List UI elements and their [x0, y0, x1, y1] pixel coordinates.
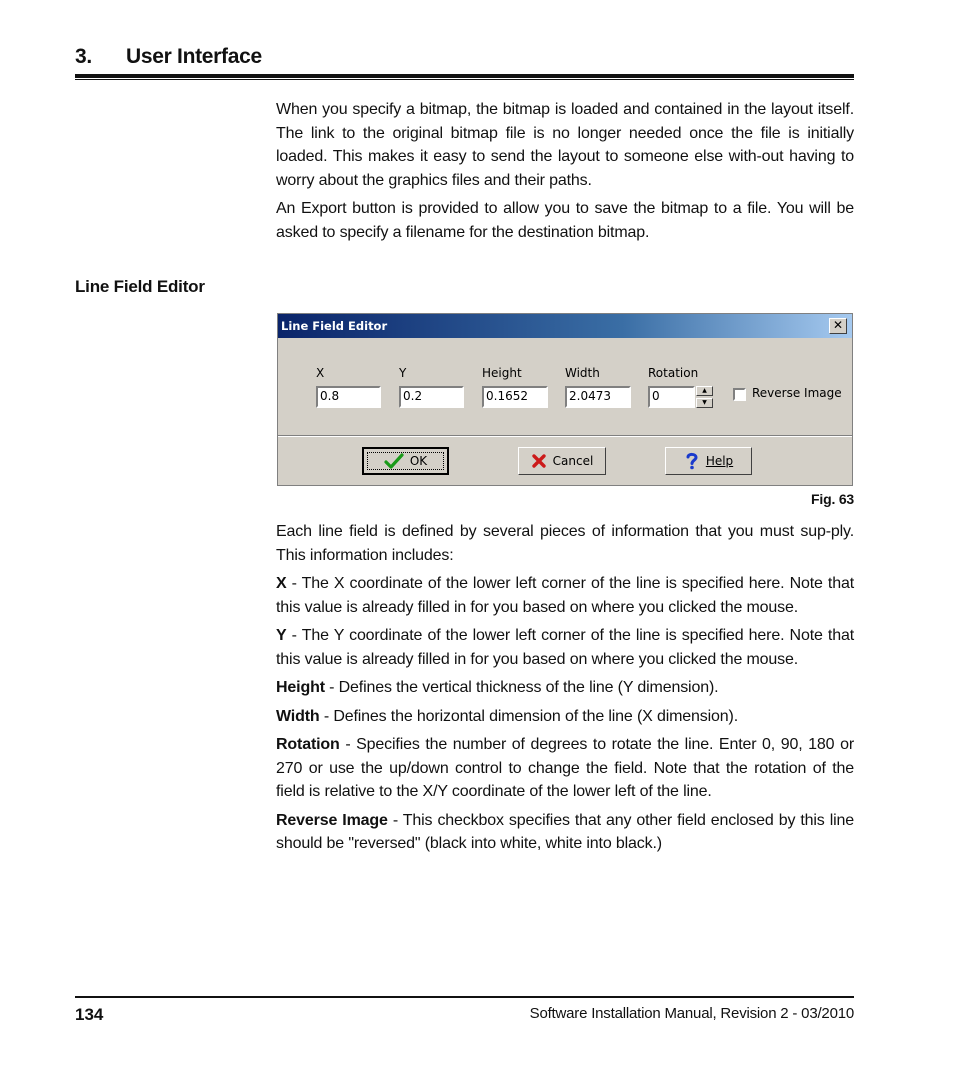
- question-mark-icon: [684, 452, 700, 470]
- close-icon[interactable]: ✕: [829, 318, 847, 334]
- definition-x: [276, 572, 854, 619]
- term: Reverse Image: [276, 811, 388, 829]
- figure-caption: Fig. 63: [811, 491, 854, 507]
- definition-y: [276, 624, 854, 671]
- section-title: User Interface: [126, 45, 262, 68]
- rotation-label: Rotation: [648, 366, 699, 380]
- spin-down-icon[interactable]: ▼: [696, 398, 713, 408]
- height-input[interactable]: 0.1652: [482, 386, 548, 408]
- cancel-x-icon: [531, 453, 547, 469]
- definition-text: - The Y coordinate of the lower left corner of the line is specified here. Note that this value is already filled in for you based on where you clicked the mouse.: [276, 627, 854, 668]
- term: Y: [276, 627, 287, 644]
- header-rule: [75, 74, 854, 78]
- help-button[interactable]: [665, 447, 752, 475]
- intro-paragraph: When you specify a bitmap, the bitmap is loaded and contained in the layout itself. The link to the original bitmap file is no longer needed once the file is initially loaded. This makes it easy to send the layout to someone else with-out having to worry about the graphics files and their paths.: [276, 101, 854, 189]
- definition-height: [276, 676, 854, 700]
- reverse-image-label: Reverse Image: [752, 386, 842, 400]
- height-label: Height: [482, 366, 522, 380]
- footer-rule: [75, 996, 854, 998]
- description-intro: Each line field is defined by several pieces of information that you must sup-ply. This information includes:: [276, 523, 854, 564]
- definition-text: - This checkbox specifies that any other field enclosed by this line should be "reversed" (black into white, white into black.): [276, 811, 854, 852]
- page-number: 134: [75, 1005, 104, 1024]
- header-rule-thin: [75, 79, 854, 80]
- definition-text: - Specifies the number of degrees to rotate the line. Enter 0, 90, 180 or 270 or use the up/down control to change the field. Note that the rotation of the field is relative to the X/Y coordinate of the lower left of the line.: [276, 736, 854, 800]
- intro-paragraph: An Export button is provided to allow you to save the bitmap to a file. You will be asked to specify a filename for the destination bitmap.: [276, 200, 854, 241]
- definition-text: - Defines the horizontal dimension of the line (X dimension).: [319, 707, 739, 725]
- dialog-title-bar: [278, 314, 852, 338]
- definition-rotation: [276, 733, 854, 804]
- ok-button[interactable]: [362, 447, 449, 475]
- definition-text: - Defines the vertical thickness of the line (Y dimension).: [324, 679, 719, 696]
- x-input[interactable]: 0.8: [316, 386, 381, 408]
- description-text: [276, 520, 854, 861]
- section-number: 3.: [75, 45, 92, 68]
- dialog-separator-highlight: [278, 436, 852, 437]
- footer-doc-title: Software Installation Manual, Revision 2 - 03/2010: [529, 1005, 854, 1022]
- cancel-button[interactable]: [518, 447, 606, 475]
- definition-width: [276, 705, 854, 729]
- width-input[interactable]: 2.0473: [565, 386, 631, 408]
- dialog-title: Line Field Editor: [281, 319, 388, 333]
- ok-label: OK: [409, 454, 428, 468]
- line-field-editor-dialog: [277, 313, 853, 486]
- spin-up-icon[interactable]: ▲: [696, 386, 713, 396]
- line-field-editor-heading: Line Field Editor: [75, 277, 205, 296]
- y-input[interactable]: 0.2: [399, 386, 464, 408]
- focus-rect: [367, 452, 444, 470]
- rotation-input[interactable]: 0: [648, 386, 695, 408]
- width-label: Width: [565, 366, 600, 380]
- definition-reverse-image: [276, 809, 854, 856]
- y-label: Y: [399, 366, 407, 380]
- x-label: X: [316, 366, 325, 380]
- term: Width: [276, 707, 320, 725]
- term: X: [276, 575, 287, 592]
- definition-text: - The X coordinate of the lower left corner of the line is specified here. Note that this value is already filled in for you based on where you clicked the mouse.: [276, 575, 854, 616]
- cancel-label: Cancel: [552, 454, 594, 468]
- term: Rotation: [276, 736, 340, 753]
- help-label: Help: [705, 454, 734, 468]
- term: Height: [276, 679, 325, 696]
- reverse-image-checkbox[interactable]: [733, 388, 746, 401]
- intro-text: [276, 98, 854, 249]
- rotation-spinner[interactable]: [696, 386, 713, 408]
